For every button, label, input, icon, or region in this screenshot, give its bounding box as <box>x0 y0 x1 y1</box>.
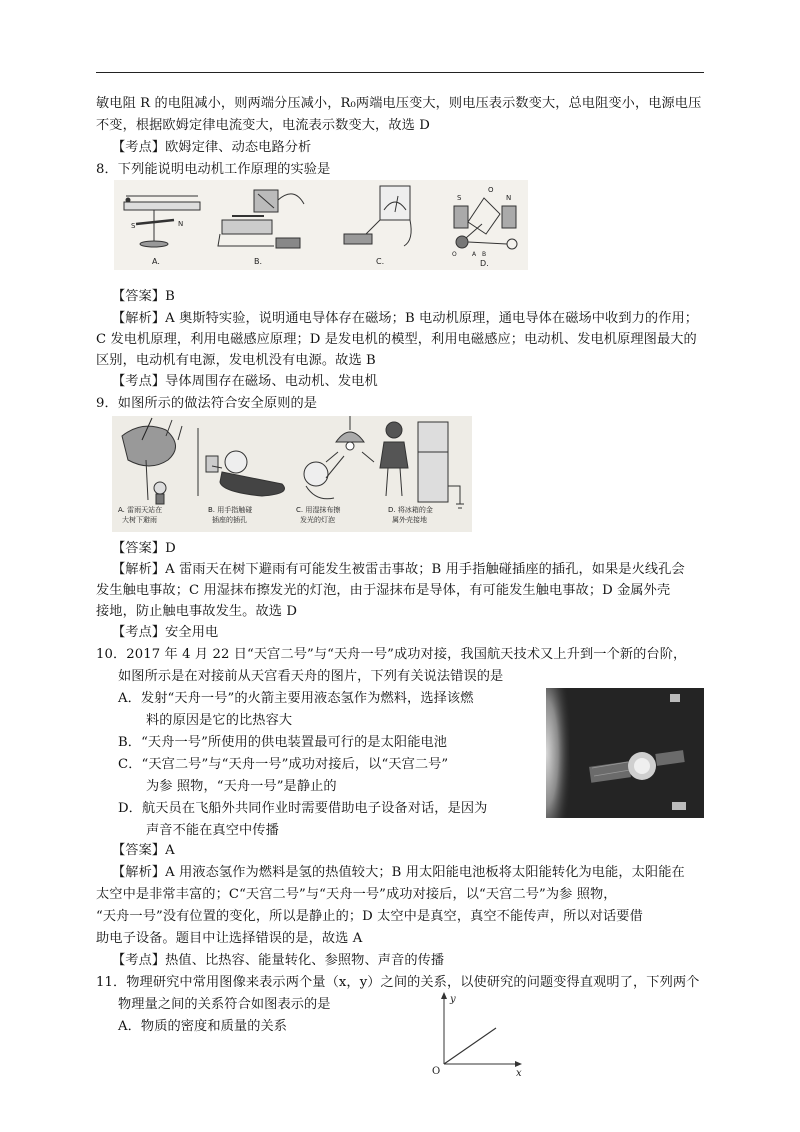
q11-option-a: A．物质的密度和质量的关系 <box>118 1019 288 1034</box>
q10-option-b: B．“天舟一号”所使用的供电装置最可行的是太阳能电池 <box>118 735 448 750</box>
q10-option-c-line2: 为参 照物，“天舟一号”是静止的 <box>146 779 337 794</box>
q10-jiexi-line3: “天舟一号”没有位置的变化，所以是静止的；D 太空中是真空，真空不能传声，所以对话要借 <box>96 909 643 924</box>
q8-fig-b <box>218 190 304 248</box>
q9-kaodian: 【考点】安全用电 <box>112 625 219 640</box>
q8-jiexi-line1: 【解析】A 奥斯特实验，说明通电导体存在磁场；B 电动机原理，通电导体在磁场中收到力的作用； <box>112 311 699 326</box>
q9-jiexi-line1: 【解析】A 雷雨天在树下避雨有可能发生被雷击事故；B 用手指触碰插座的插孔，如果是火线孔会 <box>112 562 685 577</box>
q10-option-d-line2: 声音不能在真空中传播 <box>146 823 279 838</box>
q11-stem-line2: 物理量之间的关系符合如图表示的是 <box>118 997 331 1012</box>
header-rule <box>96 72 704 73</box>
q9-caption-d1: D. 将冰箱的金 <box>388 506 433 514</box>
q8-fig-letter-n1: N <box>178 220 184 228</box>
q8-fig-label-a: A. <box>152 257 160 266</box>
q8-jiexi-line2: C 发电机原理，利用电磁感应原理；D 是发电机的模型，利用电磁感应；电动机、发电机原理图最大的 <box>96 332 697 347</box>
q11-graph <box>430 988 530 1076</box>
q8-fig-c <box>344 186 411 246</box>
q9-fig-b <box>198 428 285 496</box>
q8-figure-svg <box>114 180 528 270</box>
q10-option-a-line1: A．发射“天舟一号”的火箭主要用液态氢作为燃料，选择该燃 <box>118 691 474 706</box>
q10-jiexi-line4: 助电子设备。题目中让选择错误的是，故选 A <box>96 931 363 946</box>
q9-fig-d <box>380 422 464 508</box>
q10-photo-spacecraft <box>546 688 704 818</box>
q11-proportional-line <box>444 1028 496 1064</box>
q9-stem: 9．如图所示的做法符合安全原则的是 <box>96 396 318 411</box>
q8-fig-letter-n2: N <box>506 194 512 202</box>
q10-option-d-line1: D．航天员在飞船外共同作业时需要借助电子设备对话，是因为 <box>118 801 488 816</box>
q9-caption-a2: 大树下避雨 <box>122 516 157 524</box>
q9-answer: 【答案】D <box>112 541 176 556</box>
q11-x-label: x <box>516 1068 522 1076</box>
q8-answer: 【答案】B <box>112 289 175 304</box>
q11-y-label: y <box>450 994 456 1005</box>
q10-jiexi-line1: 【解析】A 用液态氢作为燃料是氢的热值较大；B 用太阳能电池板将太阳能转化为电能，太阳能在 <box>112 865 685 880</box>
q9-fig-a <box>122 418 182 504</box>
q8-fig-letter-a: A <box>472 251 477 258</box>
q10-answer: 【答案】A <box>112 843 175 858</box>
q7-analysis-line1: 敏电阻 R 的电阻减小，则两端分压减小，R₀两端电压变大，则电压表示数变大，总电阻变小，电源电压 <box>96 96 702 111</box>
q10-stem-line1: 10．2017 年 4 月 22 日“天宫二号”与“天舟一号”成功对接，我国航天技术又上升到一个新的台阶， <box>96 647 687 662</box>
q8-fig-letter-s2: S <box>457 194 462 202</box>
q8-fig-letter-b: B <box>482 251 487 258</box>
q11-stem-line1: 11．物理研究中常用图像来表示两个量（x，y）之间的关系，以使研究的问题变得直观明了，下列两个 <box>96 975 700 990</box>
q8-fig-d <box>454 198 517 249</box>
q8-fig-label-d: D. <box>480 259 489 268</box>
q9-caption-b1: B. 用手指触碰 <box>208 506 253 514</box>
q8-fig-letter-s1: S <box>131 222 136 230</box>
q8-fig-letter-o1: O <box>488 186 494 194</box>
q8-fig-label-c: C. <box>376 257 385 266</box>
q9-jiexi-line3: 接地，防止触电事故发生。故选 D <box>96 604 297 619</box>
q11-x-arrow <box>515 1061 522 1067</box>
q8-fig-label-b: B. <box>254 257 263 266</box>
q10-photo-svg <box>546 688 704 818</box>
q10-option-a-line2: 料的原因是它的比热容大 <box>146 713 293 728</box>
q11-graph-svg <box>430 988 530 1076</box>
q10-jiexi-line2: 太空中是非常丰富的；C“天宫二号”与“天舟一号”成功对接后，以“天宫二号”为参 照物， <box>96 887 617 902</box>
q9-caption-d2: 属外壳接地 <box>392 516 427 524</box>
q10-stem-line2: 如图所示是在对接前从天宫看天舟的图片，下列有关说法错误的是 <box>118 669 504 684</box>
q8-kaodian: 【考点】导体周围存在磁场、电动机、发电机 <box>112 374 378 389</box>
q11-origin-label: O <box>432 1066 441 1076</box>
q11-y-arrow <box>441 992 447 999</box>
q8-figure <box>114 180 528 270</box>
q9-caption-b2: 插座的插孔 <box>212 516 247 524</box>
q9-fig-c <box>304 416 374 499</box>
q10-option-c-line1: C．“天宫二号”与“天舟一号”成功对接后，以“天宫二号” <box>118 757 449 772</box>
q9-caption-a1: A. 雷雨天站在 <box>118 506 163 514</box>
q10-kaodian: 【考点】热值、比热容、能量转化、参照物、声音的传播 <box>112 953 445 968</box>
q9-caption-c1: C. 用湿抹布擦 <box>296 506 341 514</box>
q9-figure <box>112 416 472 532</box>
q8-jiexi-line3: 区别，电动机有电源，发电机没有电源。故选 B <box>96 353 376 368</box>
q8-fig-letter-o2: O <box>452 251 457 258</box>
q7-analysis-line2: 不变，根据欧姆定律电流变大，电流表示数变大，故选 D <box>96 118 430 133</box>
q9-figure-svg <box>112 416 472 532</box>
q8-stem: 8．下列能说明电动机工作原理的实验是 <box>96 162 331 177</box>
q9-caption-c2: 发光的灯泡 <box>300 516 335 524</box>
q9-jiexi-line2: 发生触电事故；C 用湿抹布擦发光的灯泡，由于湿抹布是导体，有可能发生触电事故；D 金属外壳 <box>96 583 671 598</box>
q7-kaodian: 【考点】欧姆定律、动态电路分析 <box>112 140 312 155</box>
